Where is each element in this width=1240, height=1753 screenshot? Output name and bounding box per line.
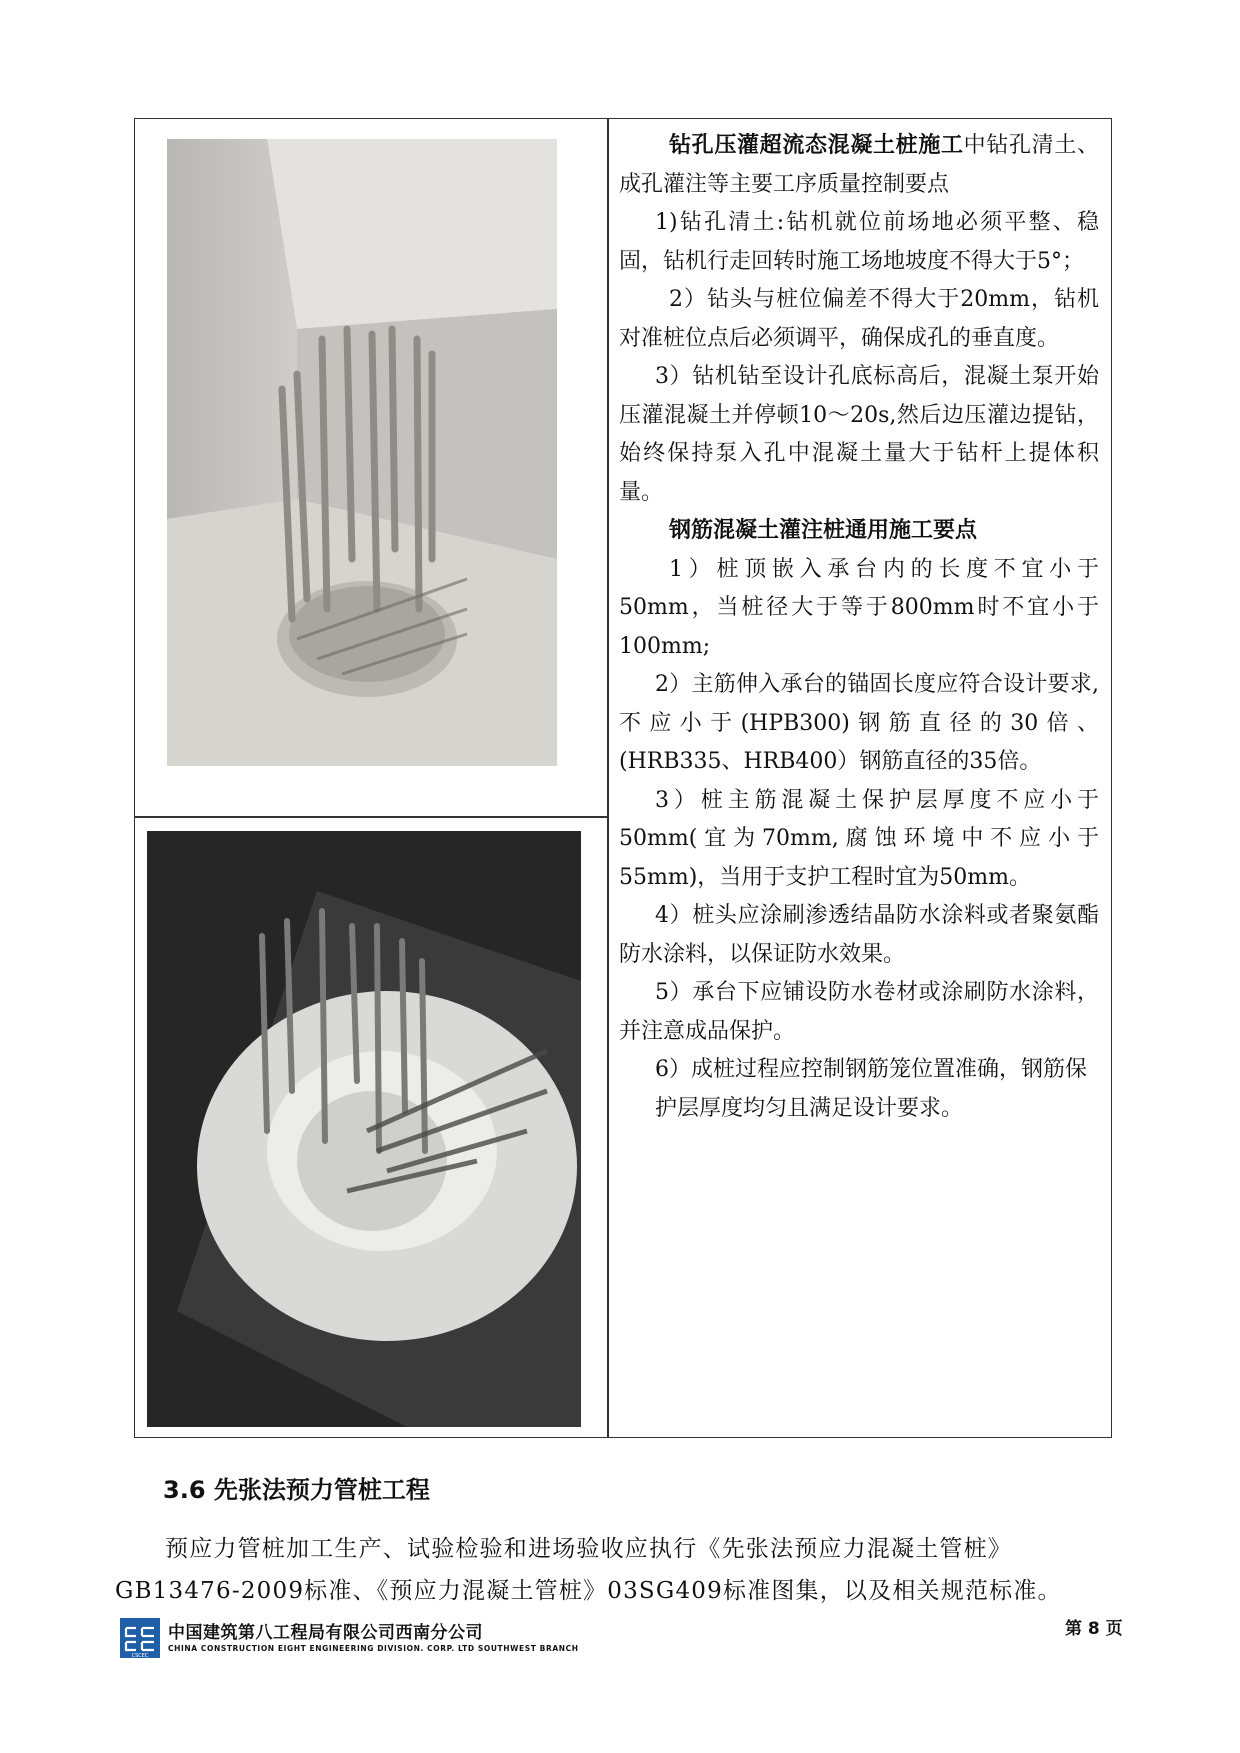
drilling-heading-paragraph — [619, 127, 1099, 204]
drilling-item-1: 1)钻孔清土:钻机就位前场地必须平整、稳固，钻机行走回转时施工场地坡度不得大于5°； — [619, 210, 1099, 274]
table-column-divider — [607, 119, 609, 1437]
general-item-4: 4）桩头应涂刷渗透结晶防水涂料或者聚氨酯防水涂料，以保证防水效果。 — [619, 903, 1099, 967]
company-name-en: CHINA CONSTRUCTION EIGHT ENGINEERING DIVISION. CORP. LTD SOUTHWEST BRANCH — [168, 1644, 579, 1653]
company-logo-icon — [120, 1618, 160, 1658]
section-title: 3.6 先张法预力管桩工程 — [163, 1476, 430, 1504]
general-item-3: 3）桩主筋混凝土保护层厚度不应小于50mm(宜为70mm,腐蚀环境中不应小于55mm)，当用于支护工程时宜为50mm。 — [619, 787, 1099, 890]
general-item-6-cont: 护层厚度均匀且满足设计要求。 — [655, 1095, 964, 1121]
construction-notes — [619, 127, 1099, 1128]
content-table — [134, 118, 1112, 1438]
drilling-item-2: 2）钻头与桩位偏差不得大于20mm，钻机对准桩位点后必须调平，确保成孔的垂直度。 — [619, 287, 1099, 351]
section-body — [115, 1528, 1125, 1612]
company-name-cn: 中国建筑第八工程局有限公司西南分公司 — [168, 1623, 483, 1643]
general-item-6: 6）成桩过程应控制钢筋笼位置准确，钢筋保 — [655, 1057, 1087, 1082]
general-heading: 钢筋混凝土灌注桩通用施工要点 — [669, 518, 978, 543]
table-row-divider — [135, 816, 607, 818]
drilling-heading: 钻孔压灌超流态混凝土桩施工 — [669, 133, 964, 158]
pile-head-photo-1 — [167, 139, 557, 766]
section-paragraph: 预应力管桩加工生产、试验检验和进场验收应执行《先张法预应力混凝土管桩》GB13476-2009标准、《预应力混凝土管桩》03SG409标准图集，以及相关规范标准。 — [115, 1536, 1062, 1604]
general-item-5: 5）承台下应铺设防水卷材或涂刷防水涂料，并注意成品保护。 — [619, 980, 1099, 1044]
page-number: 第 8 页 — [1065, 1619, 1123, 1639]
pile-head-photo-2 — [147, 831, 581, 1427]
drilling-heading-rest: 中钻孔清土、成孔灌注等主要工序质量控制要点 — [619, 133, 1099, 197]
general-item-2: 2）主筋伸入承台的锚固长度应符合设计要求,不应小于(HPB300)钢筋直径的30倍、(HRB335、HRB400）钢筋直径的35倍。 — [619, 672, 1099, 774]
drilling-item-3: 3）钻机钻至设计孔底标高后，混凝土泵开始压灌混凝土并停顿10～20s,然后边压灌边提钻，始终保持泵入孔中混凝土量大于钻杆上提体积量。 — [619, 364, 1099, 505]
logo-text: CSCEC — [131, 1653, 149, 1658]
general-item-1: 1）桩顶嵌入承台内的长度不宜小于50mm，当桩径大于等于800mm时不宜小于100mm; — [619, 556, 1099, 659]
